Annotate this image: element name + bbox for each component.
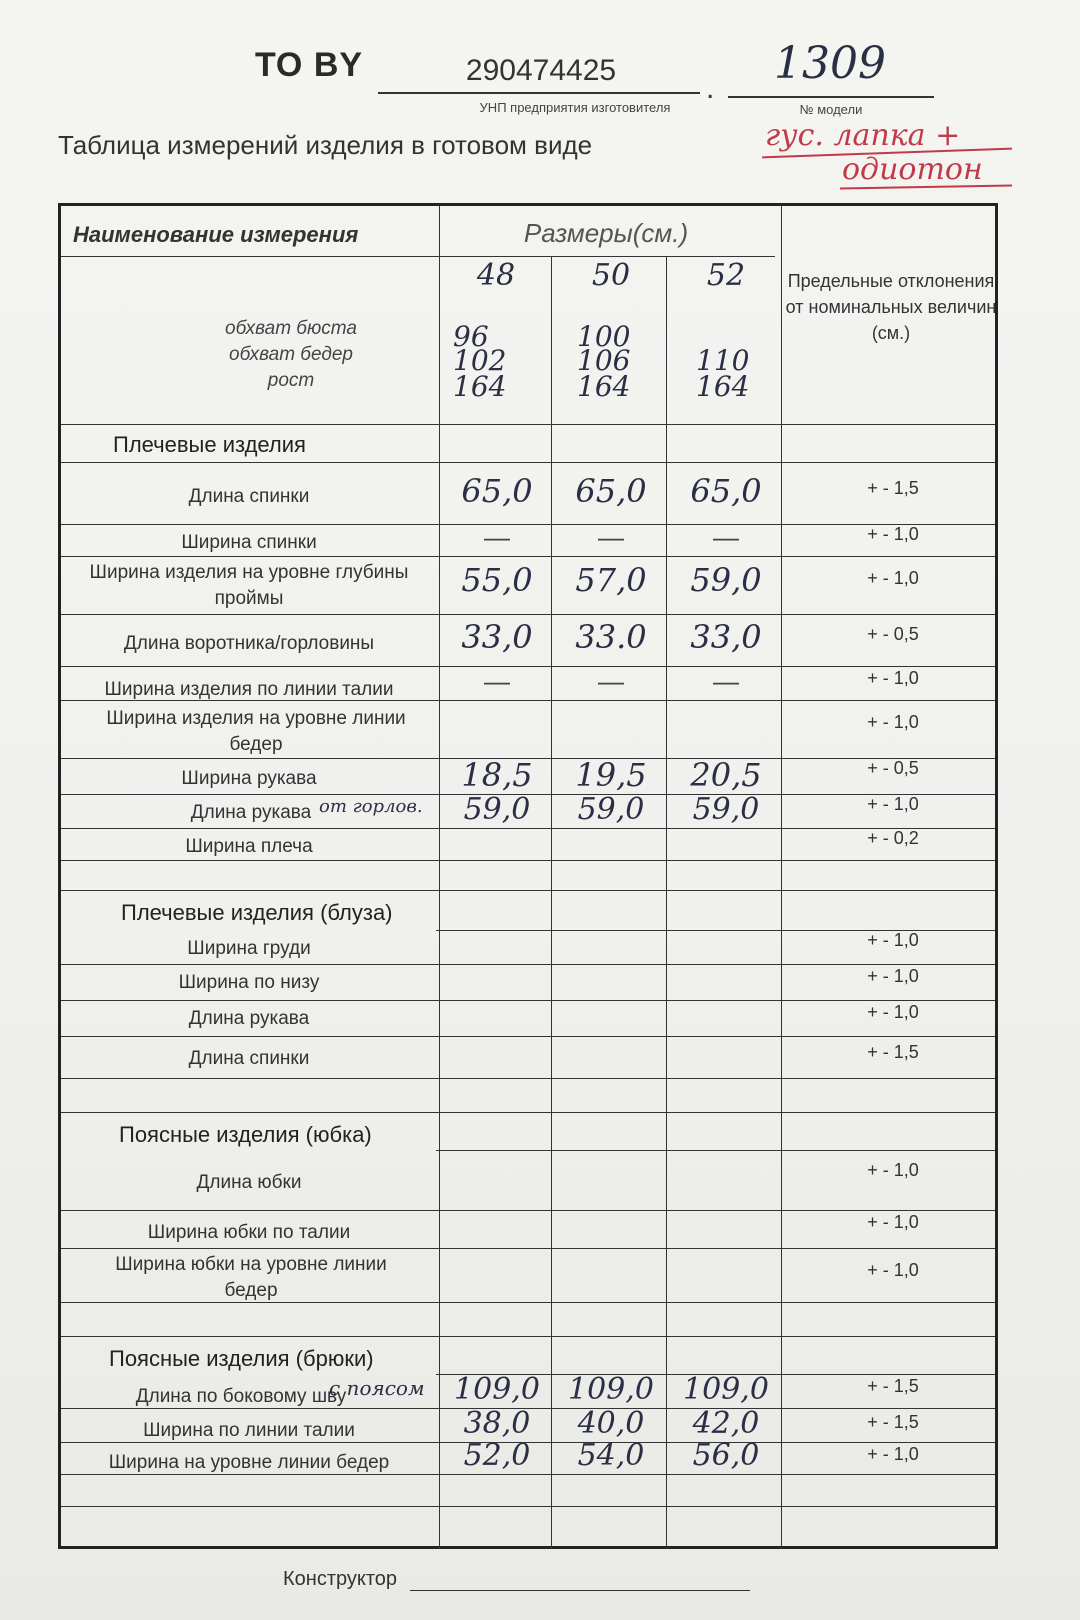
row-label: Длина юбки bbox=[196, 1172, 302, 1193]
row-label: Ширина по линии талии bbox=[143, 1420, 355, 1441]
column-header-name: Наименование измерения bbox=[73, 222, 359, 247]
row-label: Ширина юбки на уровне линии бедер bbox=[115, 1254, 387, 1301]
rule bbox=[61, 424, 995, 425]
row-label: Ширина изделия на уровне глубины проймы bbox=[89, 562, 409, 609]
param-bust: обхват бюста bbox=[225, 318, 357, 339]
row-value: 55,0 bbox=[461, 561, 533, 599]
handwritten-note-line2: одиотон bbox=[842, 152, 983, 187]
param-hips: обхват бедер bbox=[229, 344, 353, 365]
header-line bbox=[61, 256, 775, 257]
row-value: — bbox=[598, 522, 624, 552]
rule bbox=[61, 614, 995, 615]
row-value: 109,0 bbox=[568, 1372, 654, 1407]
row-tolerance: + - 1,0 bbox=[867, 1002, 919, 1022]
size-48-height: 164 bbox=[453, 370, 507, 403]
row-tolerance: + - 1,0 bbox=[867, 568, 919, 588]
rule bbox=[61, 860, 995, 861]
col-divider-name bbox=[439, 206, 440, 1549]
size-52: 52 bbox=[706, 258, 746, 293]
row-tolerance: + - 0,5 bbox=[867, 758, 919, 778]
row-label: Длина воротника/горловины bbox=[123, 633, 375, 654]
rule bbox=[61, 1036, 995, 1037]
row-value: 59,0 bbox=[577, 792, 645, 827]
rule bbox=[61, 1210, 995, 1211]
rule bbox=[61, 1474, 995, 1475]
to-by-label: ТО BY bbox=[255, 46, 364, 84]
column-header-deviation: Предельные отклонения от номинальных величин (см.) bbox=[785, 271, 997, 343]
row-value: 59,0 bbox=[463, 792, 531, 827]
rule bbox=[61, 1302, 995, 1303]
row-value: — bbox=[484, 666, 510, 696]
size-50: 50 bbox=[591, 258, 631, 293]
row-label: Ширина рукава bbox=[181, 768, 317, 789]
param-height: рост bbox=[267, 370, 315, 391]
separator-dot: . bbox=[706, 72, 715, 105]
row-value: 33,0 bbox=[690, 618, 762, 656]
rule bbox=[61, 556, 995, 557]
size-50-hips: 106 bbox=[577, 344, 631, 377]
handwritten-note-line1: гус. лапка + bbox=[765, 118, 961, 153]
row-label: Длина по боковому шву bbox=[135, 1386, 347, 1407]
row-value: 33.0 bbox=[575, 618, 647, 656]
row-value: 59,0 bbox=[692, 792, 760, 827]
row-value: — bbox=[713, 522, 739, 552]
row-value: 57,0 bbox=[575, 561, 647, 599]
row-tolerance: + - 1,0 bbox=[867, 794, 919, 814]
row-tolerance: + - 1,0 bbox=[867, 524, 919, 544]
rule bbox=[61, 1078, 995, 1079]
size-50-height: 164 bbox=[577, 370, 631, 403]
row-value: 65,0 bbox=[690, 472, 762, 510]
row-tolerance: + - 1,0 bbox=[867, 930, 919, 950]
model-number: 1309 bbox=[774, 38, 886, 89]
row-label: Ширина на уровне линии бедер bbox=[108, 1452, 390, 1473]
rule bbox=[436, 1150, 995, 1151]
rule bbox=[61, 1248, 995, 1249]
row-value: 52,0 bbox=[463, 1438, 531, 1473]
row-value: — bbox=[598, 666, 624, 696]
row-tolerance: + - 1,5 bbox=[867, 1042, 919, 1062]
section-title-shoulder: Плечевые изделия bbox=[113, 432, 306, 457]
row-value: 54,0 bbox=[577, 1438, 645, 1473]
sleeve-note: от горлов. bbox=[319, 796, 423, 817]
row-value: 20,5 bbox=[690, 756, 762, 794]
rule bbox=[61, 1000, 995, 1001]
row-tolerance: + - 1,0 bbox=[867, 1212, 919, 1232]
row-tolerance: + - 1,0 bbox=[867, 1444, 919, 1464]
model-underline bbox=[728, 96, 934, 98]
model-caption: № модели bbox=[799, 102, 863, 117]
row-value: 65,0 bbox=[461, 472, 533, 510]
row-tolerance: + - 1,0 bbox=[867, 1260, 919, 1280]
section-title-skirt: Поясные изделия (юбка) bbox=[119, 1122, 372, 1147]
row-value: — bbox=[484, 522, 510, 552]
row-label: Ширина юбки по талии bbox=[147, 1222, 351, 1243]
size-50-bust: 100 bbox=[577, 320, 631, 353]
unp-underline bbox=[378, 92, 700, 94]
col-divider-48 bbox=[551, 256, 552, 1549]
row-value: 109,0 bbox=[454, 1372, 540, 1407]
page-title: Таблица измерений изделия в готовом виде bbox=[58, 130, 593, 160]
size-48: 48 bbox=[476, 258, 516, 293]
row-value: 56,0 bbox=[692, 1438, 760, 1473]
row-value: 40,0 bbox=[577, 1406, 645, 1441]
row-label: Ширина по низу bbox=[178, 972, 320, 993]
col-divider-50 bbox=[666, 256, 667, 1549]
row-value: 59,0 bbox=[690, 561, 762, 599]
rule bbox=[61, 700, 995, 701]
rule bbox=[61, 890, 995, 891]
row-value: 33,0 bbox=[461, 618, 533, 656]
row-label: Длина рукава bbox=[190, 802, 312, 823]
row-value: 18,5 bbox=[461, 756, 533, 794]
row-label: Ширина изделия на уровне линии бедер bbox=[106, 708, 406, 755]
size-48-hips: 102 bbox=[453, 344, 507, 377]
row-value: 19,5 bbox=[575, 756, 647, 794]
row-value: — bbox=[713, 666, 739, 696]
rule bbox=[61, 462, 995, 463]
rule bbox=[61, 1112, 995, 1113]
row-tolerance: + - 1,0 bbox=[867, 668, 919, 688]
row-tolerance: + - 1,0 bbox=[867, 712, 919, 732]
row-tolerance: + - 1,5 bbox=[867, 1376, 919, 1396]
row-value: 109,0 bbox=[683, 1372, 769, 1407]
trousers-note: с поясом bbox=[329, 1376, 425, 1400]
row-label: Ширина спинки bbox=[181, 532, 317, 553]
column-header-sizes: Размеры(см.) bbox=[523, 218, 689, 248]
row-tolerance: + - 1,5 bbox=[867, 478, 919, 498]
section-title-blouse: Плечевые изделия (блуза) bbox=[121, 900, 393, 925]
constructor-signature-line bbox=[410, 1590, 750, 1591]
unp-caption: УНП предприятия изготовителя bbox=[479, 100, 671, 115]
row-label: Ширина груди bbox=[187, 938, 311, 959]
constructor-label: Конструктор bbox=[283, 1568, 398, 1590]
section-title-trousers: Поясные изделия (брюки) bbox=[109, 1346, 374, 1371]
unp-value: 290474425 bbox=[465, 54, 617, 87]
row-tolerance: + - 1,5 bbox=[867, 1412, 919, 1432]
rule bbox=[61, 1506, 995, 1507]
row-label: Длина спинки bbox=[188, 486, 310, 507]
row-tolerance: + - 0,2 bbox=[867, 828, 919, 848]
row-label: Ширина изделия по линии талии bbox=[104, 679, 394, 700]
row-value: 42,0 bbox=[692, 1406, 760, 1441]
measurement-table bbox=[58, 203, 998, 1549]
size-52-hips: 110 bbox=[696, 344, 750, 377]
row-label: Длина рукава bbox=[188, 1008, 310, 1029]
row-tolerance: + - 1,0 bbox=[867, 1160, 919, 1180]
row-label: Длина спинки bbox=[188, 1048, 310, 1069]
rule bbox=[61, 1336, 995, 1337]
size-48-bust: 96 bbox=[453, 320, 489, 353]
rule bbox=[61, 964, 995, 965]
row-label: Ширина плеча bbox=[185, 836, 313, 857]
row-value: 65,0 bbox=[575, 472, 647, 510]
row-tolerance: + - 1,0 bbox=[867, 966, 919, 986]
size-52-height: 164 bbox=[696, 370, 750, 403]
row-tolerance: + - 0,5 bbox=[867, 624, 919, 644]
col-divider-52 bbox=[781, 206, 782, 1549]
row-value: 38,0 bbox=[463, 1406, 531, 1441]
